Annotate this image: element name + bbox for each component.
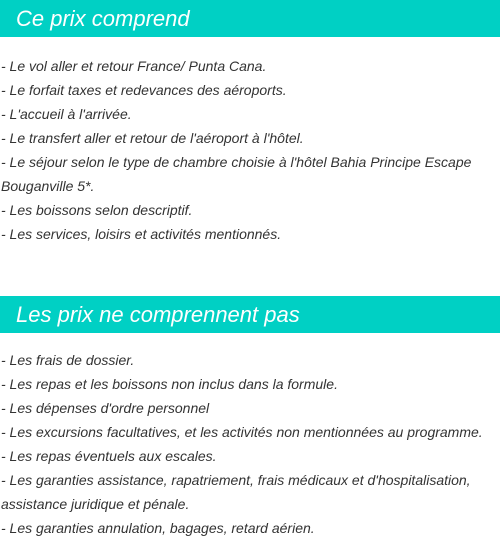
- list-item: - Le séjour selon le type de chambre choisie à l'hôtel Bahia Principe Escape Bouganville 5*.: [1, 154, 472, 194]
- list-item: - Les repas et les boissons non inclus dans la formule.: [1, 376, 338, 392]
- list-item: - Le transfert aller et retour de l'aéroport à l'hôtel.: [1, 130, 304, 146]
- list-item: - Les services, loisirs et activités mentionnés.: [1, 226, 282, 242]
- list-item: - Les repas éventuels aux escales.: [1, 448, 217, 464]
- list-item: - Les garanties annulation, bagages, retard aérien.: [1, 520, 315, 536]
- list-item: - Les excursions facultatives, et les activités non mentionnées au programme.: [1, 424, 483, 440]
- list-item: - Les garanties assistance, rapatriement, frais médicaux et d'hospitalisation, assistance juridique et pénale.: [1, 472, 471, 512]
- list-item: - Les frais de dossier.: [1, 352, 135, 368]
- price-includes-list: [0, 54, 500, 246]
- list-item: - Les boissons selon descriptif.: [1, 202, 193, 218]
- price-excludes-heading: Les prix ne comprennent pas: [0, 296, 500, 333]
- list-item: - Le vol aller et retour France/ Punta Cana.: [1, 58, 267, 74]
- list-item: - Les dépenses d'ordre personnel: [1, 400, 210, 416]
- price-excludes-list: [0, 348, 500, 540]
- price-excludes-section: [0, 296, 500, 540]
- price-includes-section: [0, 0, 500, 246]
- list-item: - Le forfait taxes et redevances des aéroports.: [1, 82, 287, 98]
- list-item: - L'accueil à l'arrivée.: [1, 106, 132, 122]
- price-includes-heading: Ce prix comprend: [0, 0, 500, 37]
